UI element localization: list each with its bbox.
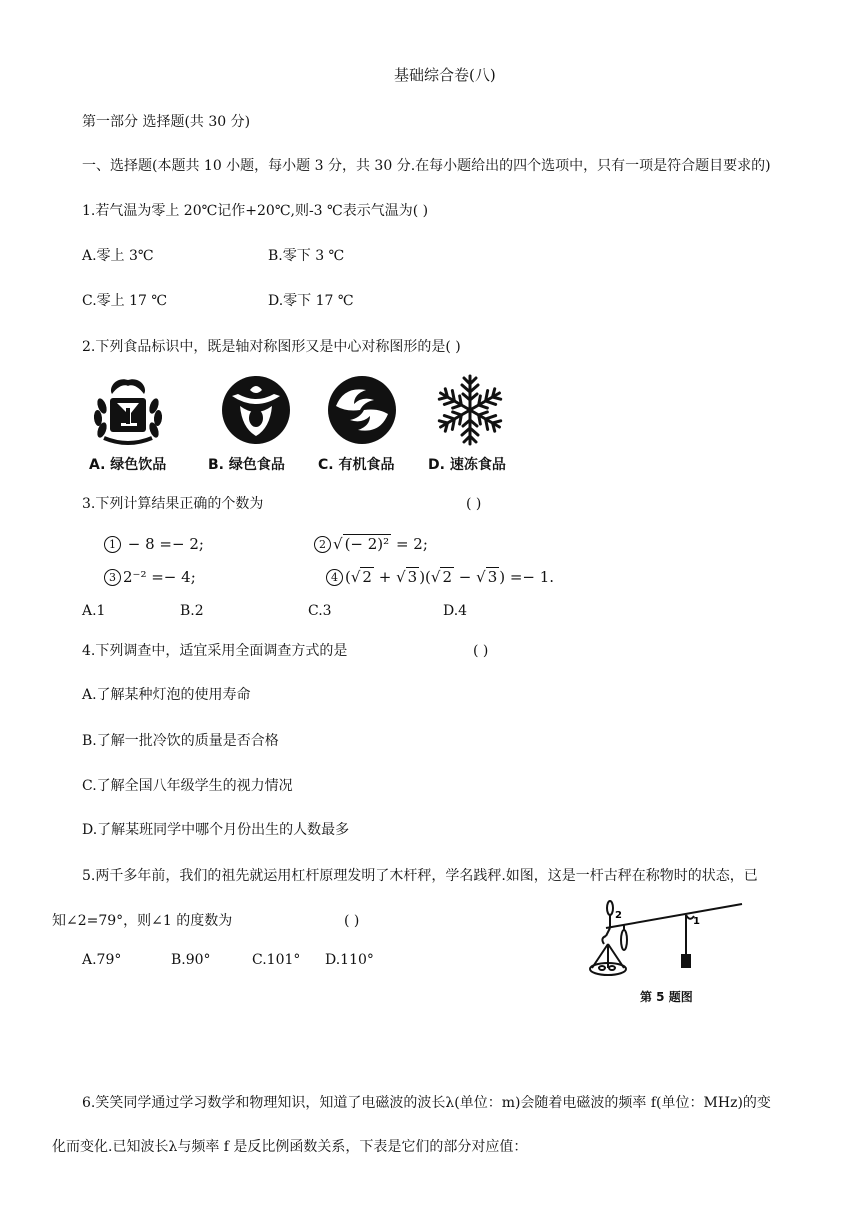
q2-caption-d: D. 速冻食品	[428, 457, 506, 473]
section-heading: 一、选择题(本题共 10 小题，每小题 3 分，共 30 分.在每小题给出的四个选项中，只有一项是符合题目要求的)	[82, 158, 771, 174]
q3-option-a: A.1	[82, 603, 106, 619]
green-drink-logo-icon	[90, 372, 166, 448]
green-food-logo-icon	[218, 372, 294, 448]
circled-number: 1	[104, 536, 121, 553]
q1-option-d: D.零下 17 ℃	[268, 293, 354, 309]
question-4-stem: 4.下列调查中，适宜采用全面调查方式的是	[82, 643, 348, 659]
angle-1-label: 1	[693, 916, 700, 927]
question-6-line-2: 化而变化.已知波长λ与频率 f 是反比例函数关系，下表是它们的部分对应值：	[52, 1139, 528, 1155]
q4-option-c: C.了解全国八年级学生的视力情况	[82, 778, 293, 794]
steelyard-figure	[582, 894, 752, 984]
q4-option-b: B.了解一批冷饮的质量是否合格	[82, 733, 279, 749]
q4-answer-paren: ( )	[473, 643, 489, 659]
q5-option-b: B.90°	[171, 952, 211, 968]
q4-option-a: A.了解某种灯泡的使用寿命	[82, 687, 251, 703]
question-2-stem: 2.下列食品标识中，既是轴对称图形又是中心对称图形的是( )	[82, 339, 461, 355]
figure-5-caption: 第 5 题图	[640, 990, 693, 1004]
question-3-stem: 3.下列计算结果正确的个数为	[82, 496, 264, 512]
q5-option-a: A.79°	[82, 952, 122, 968]
q2-caption-c: C. 有机食品	[318, 457, 395, 473]
q5-option-c: C.101°	[252, 952, 301, 968]
q3-option-c: C.3	[308, 603, 332, 619]
q3-expression-3: 3 2⁻² =− 4;	[104, 567, 196, 587]
q3-expression-4: 4 (√ 2 + √ 3 )(√ 2 − √ 3 ) =− 1.	[326, 567, 554, 587]
organic-food-logo-icon	[324, 372, 400, 448]
q2-caption-a: A. 绿色饮品	[89, 457, 167, 473]
part-heading: 第一部分 选择题(共 30 分)	[82, 114, 251, 130]
q3-expression-1: 1 − 8 =− 2;	[104, 534, 204, 554]
q1-option-b: B.零下 3 ℃	[268, 248, 345, 264]
circled-number: 4	[326, 569, 343, 586]
circled-number: 3	[104, 569, 121, 586]
q5-answer-paren: ( )	[344, 913, 360, 929]
page-title: 基础综合卷(八)	[394, 66, 496, 84]
q1-option-c: C.零上 17 ℃	[82, 293, 168, 309]
q5-option-d: D.110°	[325, 952, 374, 968]
q3-answer-paren: ( )	[466, 496, 482, 512]
q1-option-a: A.零上 3℃	[82, 248, 154, 264]
question-5-line-1: 5.两千多年前，我们的祖先就运用杠杆原理发明了木杆秤，学名践秤.如图，这是一杆古秤在称物时的状态，已	[82, 868, 758, 884]
question-6-line-1: 6.笑笑同学通过学习数学和物理知识，知道了电磁波的波长λ(单位：m)会随着电磁波的频率 f(单位：MHz)的变	[82, 1095, 771, 1111]
circled-number: 2	[314, 536, 331, 553]
angle-2-label: 2	[615, 910, 622, 921]
snowflake-icon	[432, 372, 508, 448]
q4-option-d: D.了解某班同学中哪个月份出生的人数最多	[82, 822, 350, 838]
q3-option-b: B.2	[180, 603, 204, 619]
q3-option-d: D.4	[443, 603, 468, 619]
question-1-stem: 1.若气温为零上 20℃记作+20℃,则-3 ℃表示气温为( )	[82, 203, 429, 219]
question-5-line-2: 知∠2=79°，则∠1 的度数为	[52, 913, 233, 929]
q3-expression-2: 2 √ (− 2)² = 2;	[314, 534, 428, 554]
q2-caption-b: B. 绿色食品	[208, 457, 285, 473]
